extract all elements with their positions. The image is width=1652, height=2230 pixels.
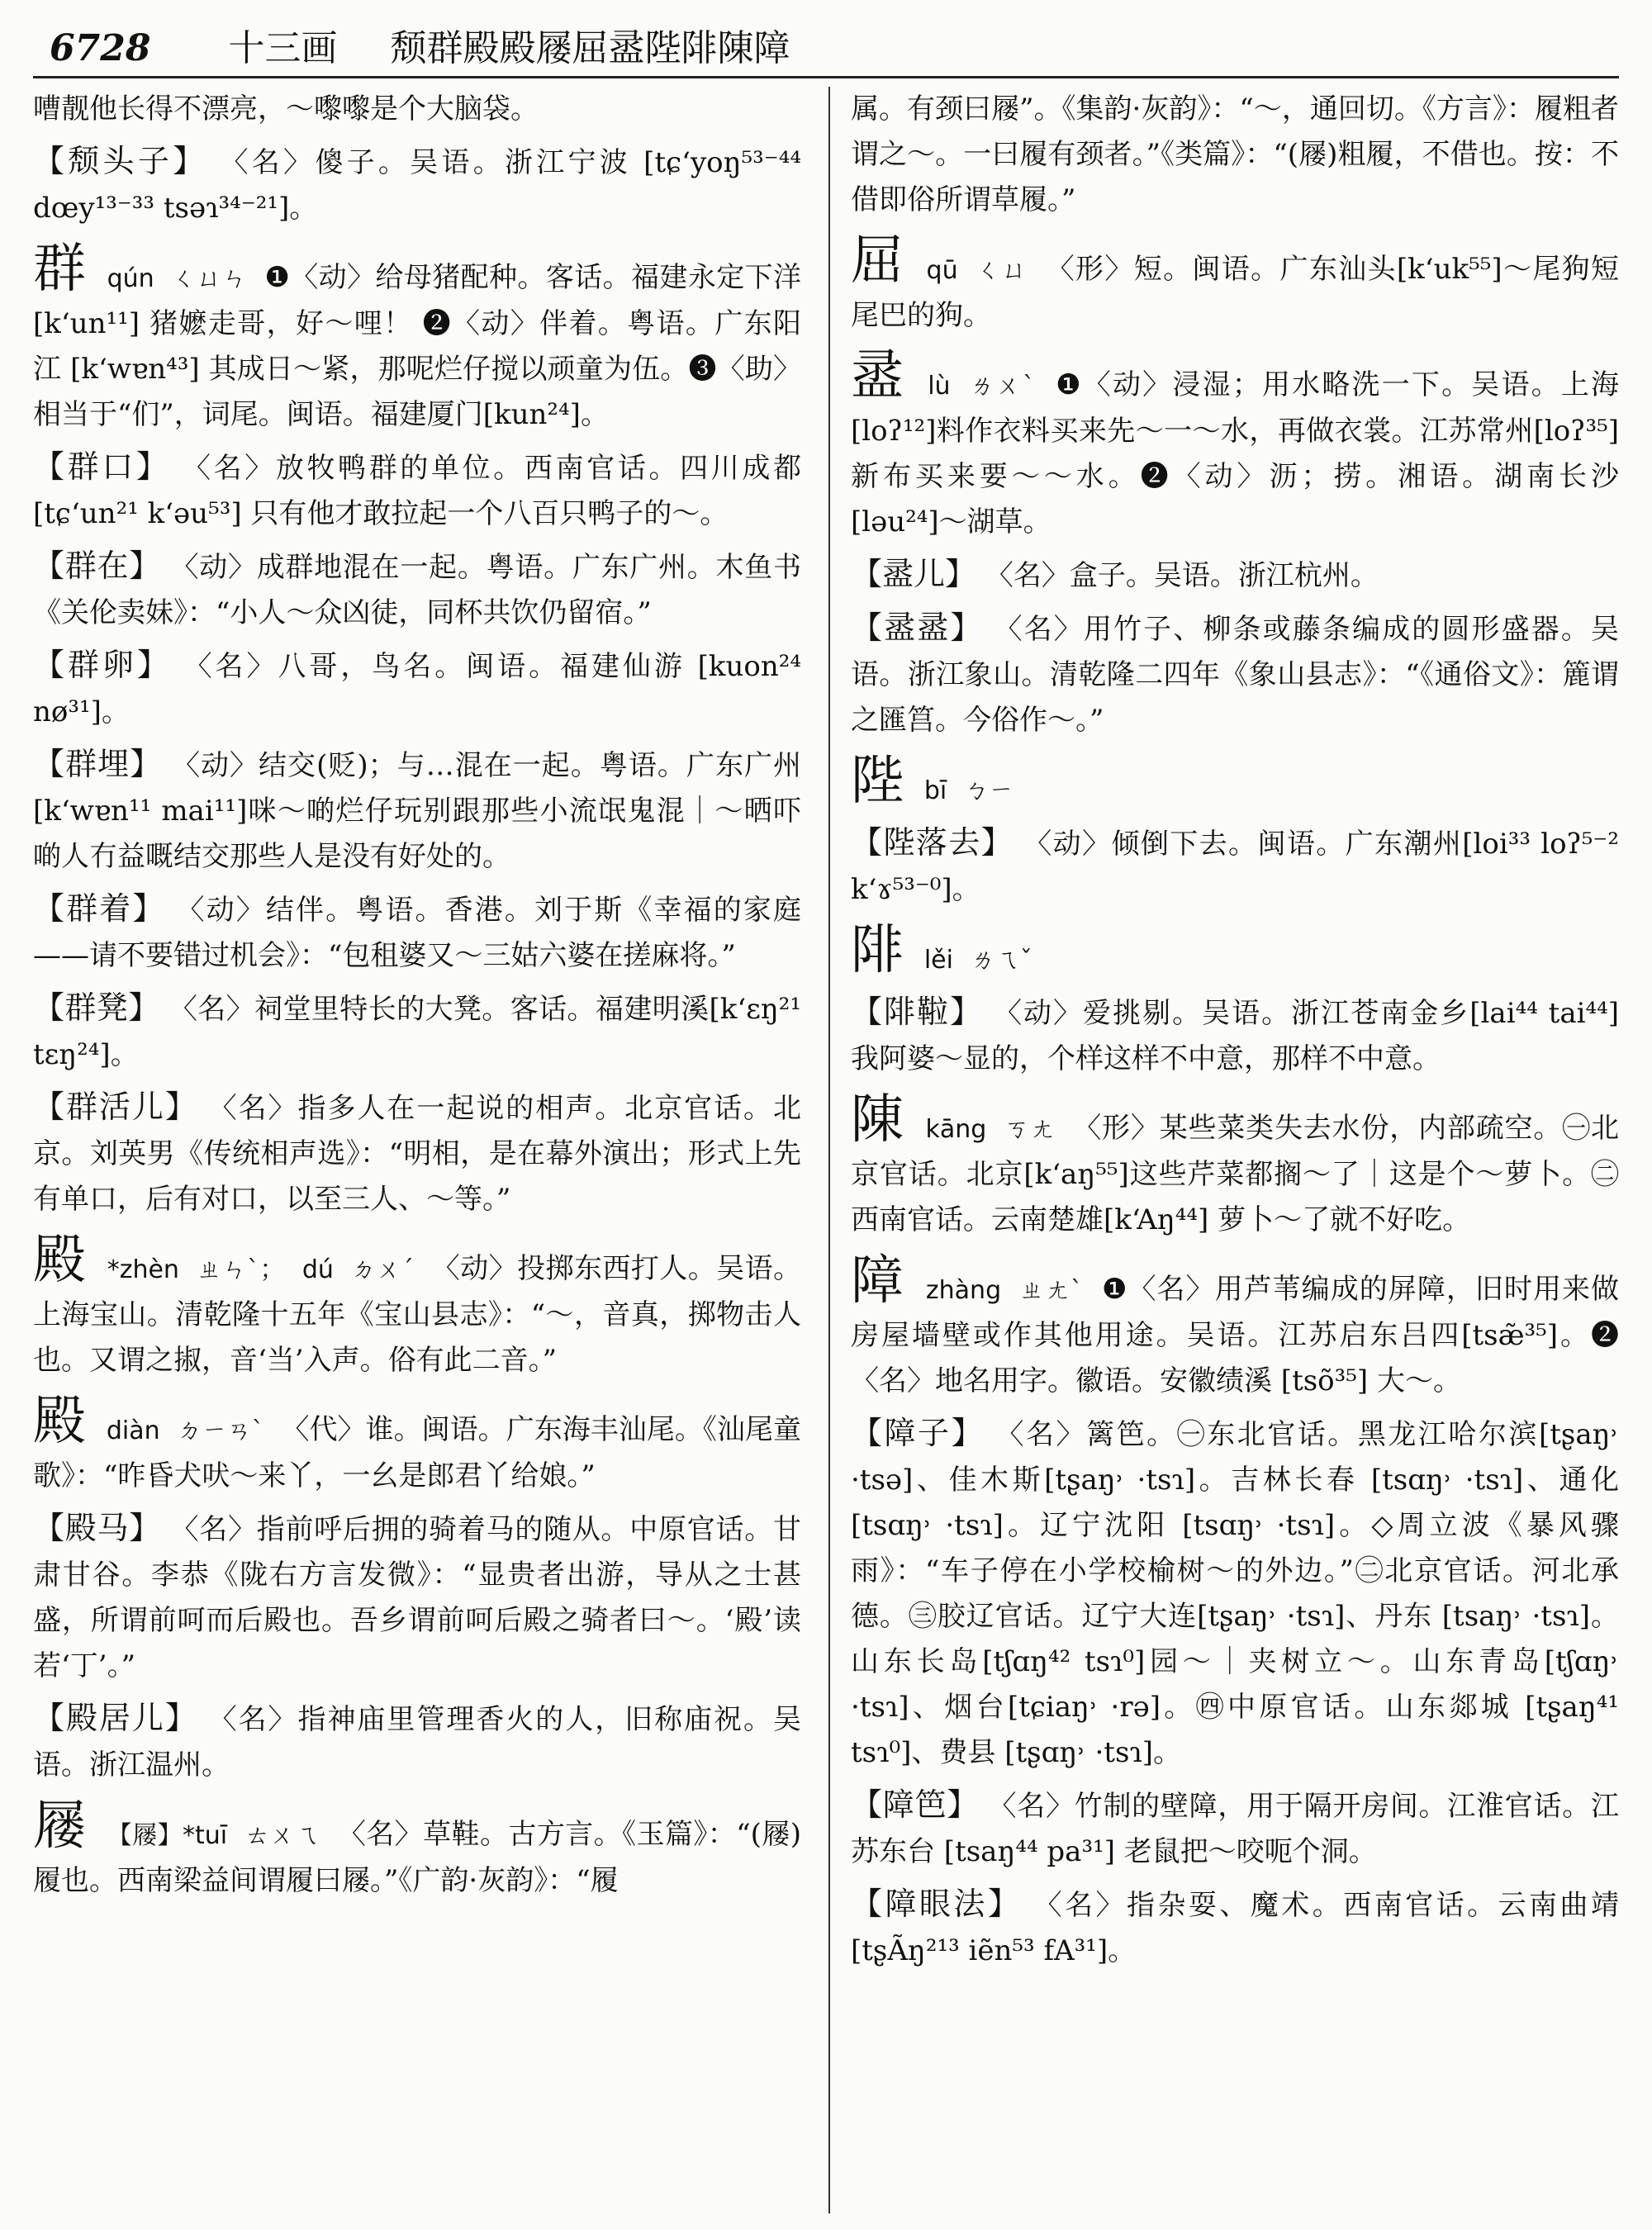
pinyin: lù (928, 372, 951, 401)
definition-text: ❶〈动〉浸湿；用水略洗一下。吴语。上海[loʔ¹²]料作衣料买来先～一～水，再做衣裳。江苏常州[loʔ³⁵]新布买来要～～水。❷〈动〉沥；捞。湘语。湖南长沙 [ləu²⁴]～湖草。 (851, 368, 1619, 539)
definition-text: 〈代〉谁。闽语。广东海丰汕尾。《汕尾童歌》：“昨昏犬吠～来丫，一幺是郎君丫给娘。” (33, 1413, 801, 1492)
compound-headword: 【群口】 (33, 448, 171, 485)
dictionary-entry (33, 886, 801, 979)
compound-headword: 【殿居儿】 (33, 1700, 198, 1736)
compound-headword: 【障笆】 (851, 1786, 979, 1823)
zhuyin-alt: ㄉㄨˊ (351, 1255, 415, 1284)
definition-text: 〈名〉指神庙里管理香火的人，旧称庙祝。吴语。浙江温州。 (33, 1703, 801, 1782)
zhuyin: ㄌㄨˋ (969, 372, 1037, 401)
compound-headword: 【群卵】 (33, 647, 172, 683)
page-number: 6728 (50, 27, 151, 69)
dictionary-entry (851, 820, 1619, 913)
right-column (851, 87, 1619, 2218)
dictionary-entry (33, 643, 801, 735)
zhuyin: ㄌㄟˇ (970, 946, 1032, 975)
compound-headword: 【盝盝】 (851, 610, 984, 646)
dictionary-entry (851, 1881, 1619, 1974)
headword-character: 障 (851, 1250, 905, 1312)
compound-headword: 【群埋】 (33, 746, 163, 782)
dictionary-entry (33, 1084, 801, 1222)
headword-character: 陫 (851, 920, 904, 981)
definition-text: 〈名〉篱笆。㊀东北官话。黑龙江哈尔滨[tʂaŋ˒ ·tsə]、佳木斯[tʂaŋ˒ ·tsɿ]。吉林长春 [tsɑŋ˒ ·tsɿ]、通化[tsɑŋ˒ ·tsɿ]。辽宁沈阳 [tsɑŋ˒ ·tsɿ]。◇周立波《暴风骤雨》：“车子停在小学校榆树～的外边。”㊁北京官话。河北承德。㊂胶辽官话。辽宁大连[tʂaŋ˒ ·tsɿ]、丹东 [tsaŋ˒ ·tsɿ]。山东长岛[tʃɑŋ⁴² tsɿ⁰]园～｜夹树立～。山东青岛[tʃɑŋ˒ ·tsɿ]、烟台[tɕiaŋ˒ ·rə]。㊃中原官话。山东郯城 [tʂaŋ⁴¹ tsɿ⁰]、费县 [tʂɑŋ˒ ·tsɿ]。 (851, 1418, 1619, 1769)
compound-headword: 【殿马】 (33, 1510, 161, 1546)
dictionary-entry (33, 139, 801, 231)
headword-character: 群 (33, 239, 87, 300)
definition-text: 〈动〉结伴。粤语。香港。刘于斯《幸福的家庭——请不要错过机会》：“包租婆又～三姑六婆在搓麻将。” (33, 894, 801, 972)
compound-headword: 【盝儿】 (851, 556, 977, 592)
compound-headword: 【陫鞡】 (851, 994, 984, 1030)
definition-text: 〈名〉盒子。吴语。浙江杭州。 (985, 559, 1379, 592)
definition-text: 〈名〉八哥，鸟名。闽语。福建仙游 [kuon²⁴ nø³¹]。 (33, 650, 801, 728)
zhuyin: ㄓㄤˋ (1018, 1276, 1085, 1305)
dictionary-entry (851, 1250, 1619, 1404)
definition-text: 〈名〉指多人在一起说的相声。北京官话。北京。刘英男《传统相声选》：“明相，是在幕外演出；形式上先有单口，后有对口，以至三人、～等。” (33, 1092, 801, 1216)
definition-text: 〈形〉短。闽语。广东汕头[kʻuk⁵⁵]～尾狗短尾巴的狗。 (851, 253, 1619, 332)
definition-text: 〈名〉用竹子、柳条或藤条编成的圆形盛器。吴语。浙江象山。清乾隆二四年《象山县志》：“《通俗文》：簏谓之匯筥。今俗作～。” (851, 613, 1619, 737)
dictionary-entry (851, 552, 1619, 599)
dictionary-entry (851, 989, 1619, 1082)
dictionary-entry (33, 1696, 801, 1788)
definition-text: 〈形〉某些菜类失去水份，内部疏空。㊀北京官话。北京[kʻaŋ⁵⁵]这些芹菜都搁～了｜这是个～萝卜。㊁西南官话。云南楚雄[kʻAŋ⁴⁴] 萝卜～了就不好吃。 (851, 1112, 1619, 1236)
pinyin: 【屦】*tuī (107, 1821, 228, 1850)
definition-text: 〈名〉竹制的壁障，用于隔开房间。江淮官话。江苏东台 [tsaŋ⁴⁴ pa³¹] 老鼠把～咬呃个洞。 (851, 1790, 1619, 1868)
definition-text: 〈动〉结交(贬)；与…混在一起。粤语。广东广州[kʻwɐn¹¹ mai¹¹]咪～啲烂仔玩别跟那些小流氓鬼混｜～晒吓啲人冇益嘅结交那些人是没有好处的。 (33, 749, 801, 873)
zhuyin: ㄑㄩㄣ (171, 264, 248, 293)
dictionary-entry (851, 1782, 1619, 1875)
headword-character: 殿 (33, 1391, 87, 1452)
compound-headword: 【群着】 (33, 890, 166, 927)
page-header (50, 18, 1619, 76)
dictionary-entry (33, 444, 801, 537)
pinyin: lěi (923, 946, 953, 975)
pinyin: bī (923, 776, 947, 805)
dictionary-entry (851, 750, 1619, 814)
definition-text: 〈名〉祠堂里特长的大凳。客话。福建明溪[kʻɛŋ²¹ tɛŋ²⁴]。 (33, 993, 801, 1071)
dictionary-entry (851, 230, 1619, 339)
headword-character: 屦 (33, 1796, 87, 1857)
zhuyin: ㄑㄩ (976, 256, 1028, 285)
left-column (33, 87, 801, 2218)
zhuyin: ㄅㄧ (964, 776, 1014, 805)
dictionary-entry (851, 345, 1619, 545)
dictionary-entry (851, 919, 1619, 983)
definition-text: 〈名〉指前呼后拥的骑着马的随从。中原官话。甘肃甘谷。李恭《陇右方言发微》：“显贵者出游，导从之士甚盛，所谓前呵而后殿也。吾乡谓前呵后殿之骑者曰～。‘殿’读若‘丁’。” (33, 1513, 801, 1682)
dictionary-entry (33, 1229, 801, 1383)
definition-text: 〈动〉爱挑剔。吴语。浙江苍南金乡[lai⁴⁴ tai⁴⁴] 我阿婆～显的，个样这样不中意，那样不中意。 (851, 997, 1619, 1075)
dictionary-entry (33, 985, 801, 1078)
dictionary-entry (851, 1089, 1619, 1243)
zhuyin: ㄉㄧㄢˋ (177, 1416, 264, 1445)
dictionary-entry (33, 1795, 801, 1904)
definition-text: 〈名〉傻子。吴语。浙江宁波 [tɕʻyoŋ⁵³⁻⁴⁴ dœy¹³⁻³³ tsəɿ³⁴⁻²¹]。 (33, 146, 801, 225)
zhuyin: ㄊㄨㄟ (244, 1821, 320, 1850)
definition-text: ❶〈名〉用芦苇编成的屏障，旧时用来做房屋墙壁或作其他用途。吴语。江苏启东吕四[tsæ̃³⁵]。❷〈名〉地名用字。徽语。安徽绩溪 [tsõ³⁵] 大～。 (851, 1273, 1619, 1397)
definition-text: 嘈靓他长得不漂亮，～嚟嚟是个大脑袋。 (33, 93, 539, 126)
dictionary-entry (851, 605, 1619, 743)
pinyin: *zhèn (107, 1255, 179, 1284)
compound-headword: 【群在】 (33, 548, 161, 584)
definition-text: 〈名〉草鞋。古方言。《玉篇》：“(屦)履也。西南梁益间谓履曰屦。”《广韵·灰韵》：“履 (33, 1818, 801, 1897)
zhuyin: ㄎㄤ (1004, 1115, 1056, 1144)
compound-headword: 【障眼法】 (851, 1886, 1023, 1922)
headword-character: 屈 (851, 230, 905, 292)
dictionary-entry (33, 742, 801, 880)
definition-text: 〈动〉投掷东西打人。吴语。上海宝山。清乾隆十五年《宝山县志》：“～，音真，掷物击人也。又谓之掓，音‘当’入声。俗有此二音。” (33, 1252, 801, 1377)
compound-headword: 【障子】 (851, 1415, 985, 1451)
header-characters: 颓群殿殿屦屈盝陛陫陳障 (390, 27, 790, 69)
pinyin: qū (926, 256, 958, 285)
dictionary-entry (33, 238, 801, 438)
definition-text: 〈动〉成群地混在一起。粤语。广东广州。木鱼书《关伦卖妹》：“小人～众凶徒，同杯共饮仍留宿。” (33, 551, 801, 629)
column-divider (828, 87, 830, 2213)
dictionary-entry (33, 543, 801, 636)
compound-headword: 【颓头子】 (33, 143, 208, 179)
definition-text: 〈名〉指杂耍、魔术。西南官话。云南曲靖[tʂÃŋ²¹³ iẽn⁵³ fA³¹]。 (851, 1889, 1619, 1967)
dictionary-entry (33, 1390, 801, 1499)
headword-character: 陛 (851, 751, 904, 812)
pinyin: qún (107, 264, 154, 293)
definition-text: 属。有颈曰屦”。《集韵·灰韵》：“～，通回切。《方言》：履粗者谓之～。一曰履有颈者。”《类篇》：“(屦)粗履，不借也。按：不借即俗所谓草履。” (851, 93, 1619, 216)
headword-character: 陳 (851, 1089, 904, 1151)
compound-headword: 【群凳】 (33, 989, 160, 1026)
dictionary-entry (33, 1506, 801, 1689)
header-rule (33, 76, 1619, 78)
headword-character: 殿 (33, 1230, 87, 1291)
zhuyin: ㄓㄣˋ； (197, 1255, 285, 1284)
definition-text: 〈名〉放牧鸭群的单位。西南官话。四川成都[tɕʻun²¹ kʻəu⁵³] 只有他才敢拉起一个八百只鸭子的～。 (33, 452, 801, 530)
stroke-count-heading: 十三画 (228, 27, 338, 69)
headword-character: 盝 (851, 346, 906, 407)
dictionary-entry (851, 87, 1619, 223)
dictionary-entry (33, 87, 801, 132)
pinyin: diàn (106, 1416, 160, 1445)
compound-headword: 【群活儿】 (33, 1089, 198, 1125)
pinyin-alt: dú (301, 1255, 334, 1284)
dictionary-entry (851, 1411, 1619, 1776)
compound-headword: 【陛落去】 (851, 824, 1014, 861)
definition-text: 〈动〉倾倒下去。闽语。广东潮州[loi³³ loʔ⁵⁻² kʻɤ⁵³⁻⁰]。 (851, 828, 1619, 906)
definition-text: ❶〈动〉给母猪配种。客话。福建永定下洋[kʻun¹¹] 猪嬷走哥，好～哩！ ❷〈动〉伴着。粤语。广东阳江 [kʻwɐn⁴³] 其成日～紧，那呢烂仔搅以顽童为伍。❸〈助〉相当于“们”，词尾。闽语。福建厦门[kun²⁴]。 (33, 261, 801, 431)
pinyin: kāng (925, 1115, 987, 1144)
pinyin: zhàng (925, 1276, 1002, 1305)
